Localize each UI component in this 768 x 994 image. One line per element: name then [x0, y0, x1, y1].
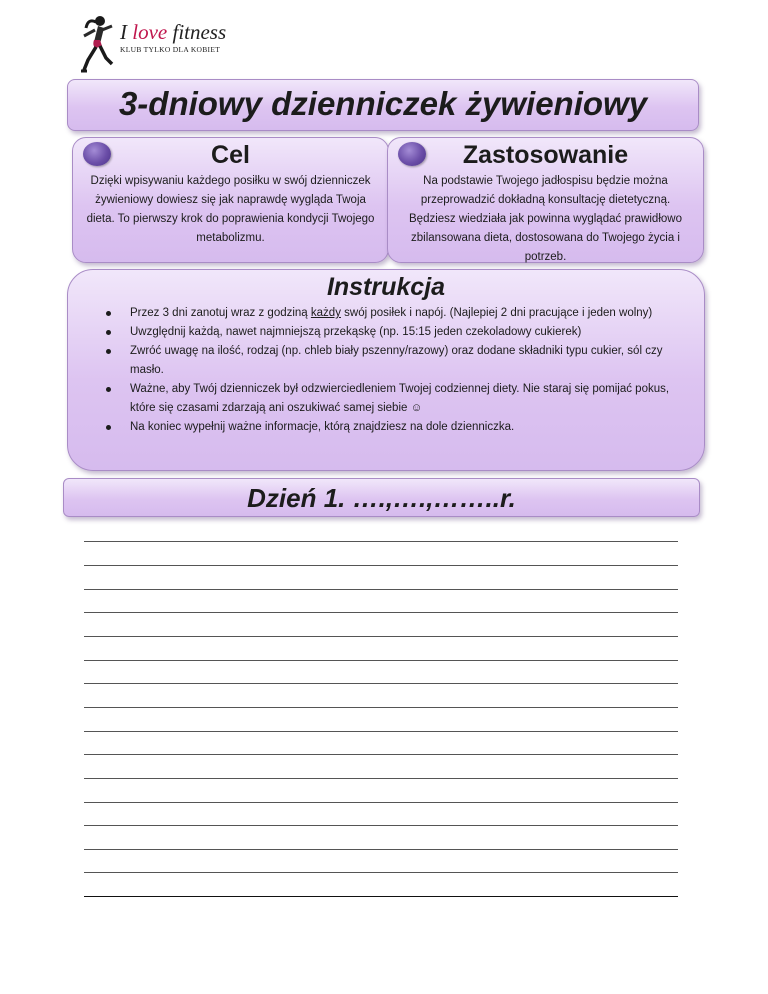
title-banner — [67, 79, 699, 131]
writing-line[interactable] — [84, 589, 678, 590]
writing-line[interactable] — [84, 683, 678, 684]
usage-heading: Zastosowanie — [462, 141, 629, 169]
list-item: Na koniec wypełnij ważne informacje, którą znajdziesz na dole dzienniczka. — [106, 418, 684, 437]
writing-line[interactable] — [84, 825, 678, 826]
writing-line[interactable] — [84, 636, 678, 637]
writing-line[interactable] — [84, 872, 678, 873]
writing-line[interactable] — [84, 660, 678, 661]
writing-line[interactable] — [84, 849, 678, 850]
brand-tagline: KLUB TYLKO DLA KOBIET — [120, 45, 221, 54]
writing-line[interactable] — [84, 541, 678, 542]
usage-box — [387, 137, 704, 263]
goal-text: Dzięki wpisywaniu każdego posiłku w swój dzienniczek żywieniowy dowiesz się jak naprawdę wygląda Twoja dieta. To pierwszy krok do poprawienia kondycji Twojego metabolizmu. — [86, 175, 375, 244]
writing-line[interactable] — [84, 731, 678, 732]
writing-line[interactable] — [84, 707, 678, 708]
instructions-heading: Instrukcja — [326, 273, 446, 301]
goal-heading: Cel — [211, 141, 250, 169]
list-item: Przez 3 dni zanotuj wraz z godziną każdy swój posiłek i napój. (Najlepiej 2 dni pracujące i jeden wolny) — [106, 304, 684, 323]
brand-logo — [78, 14, 228, 76]
day-title: Dzień 1. ….,….,……..r. — [247, 483, 516, 513]
usage-text: Na podstawie Twojego jadłospisu będzie można przeprowadzić dokładną konsultację dietetyczną. Będziesz wiedziała jak powinna wyglądać prawidłowo zbilansowana dieta, dostosowana do Twojego życia i potrzeb. — [409, 175, 682, 263]
page-title: 3-dniowy dzienniczek żywieniowy — [118, 85, 648, 122]
day-banner — [63, 478, 700, 517]
list-item: Ważne, aby Twój dzienniczek był odzwierciedleniem Twojej codziennej diety. Nie staraj się pomijać pokus, które się czasami zdarzają ani oszukiwać samej siebie ☺ — [106, 380, 684, 418]
writing-line[interactable] — [84, 896, 678, 897]
instructions-panel — [67, 269, 705, 471]
writing-line[interactable] — [84, 565, 678, 566]
list-item: Uwzględnij każdą, nawet najmniejszą przekąskę (np. 15:15 jeden czekoladowy cukierek) — [106, 323, 684, 342]
instructions-list — [106, 304, 684, 437]
goal-box — [72, 137, 389, 263]
running-woman-icon — [78, 14, 118, 76]
list-item: Zwróć uwagę na ilość, rodzaj (np. chleb biały pszenny/razowy) oraz dodane składniki typu cukier, sól czy masło. — [106, 342, 684, 380]
brand-name: I love fitness — [120, 20, 227, 44]
writing-line[interactable] — [84, 802, 678, 803]
writing-line[interactable] — [84, 612, 678, 613]
writing-line[interactable] — [84, 754, 678, 755]
writing-line[interactable] — [84, 778, 678, 779]
